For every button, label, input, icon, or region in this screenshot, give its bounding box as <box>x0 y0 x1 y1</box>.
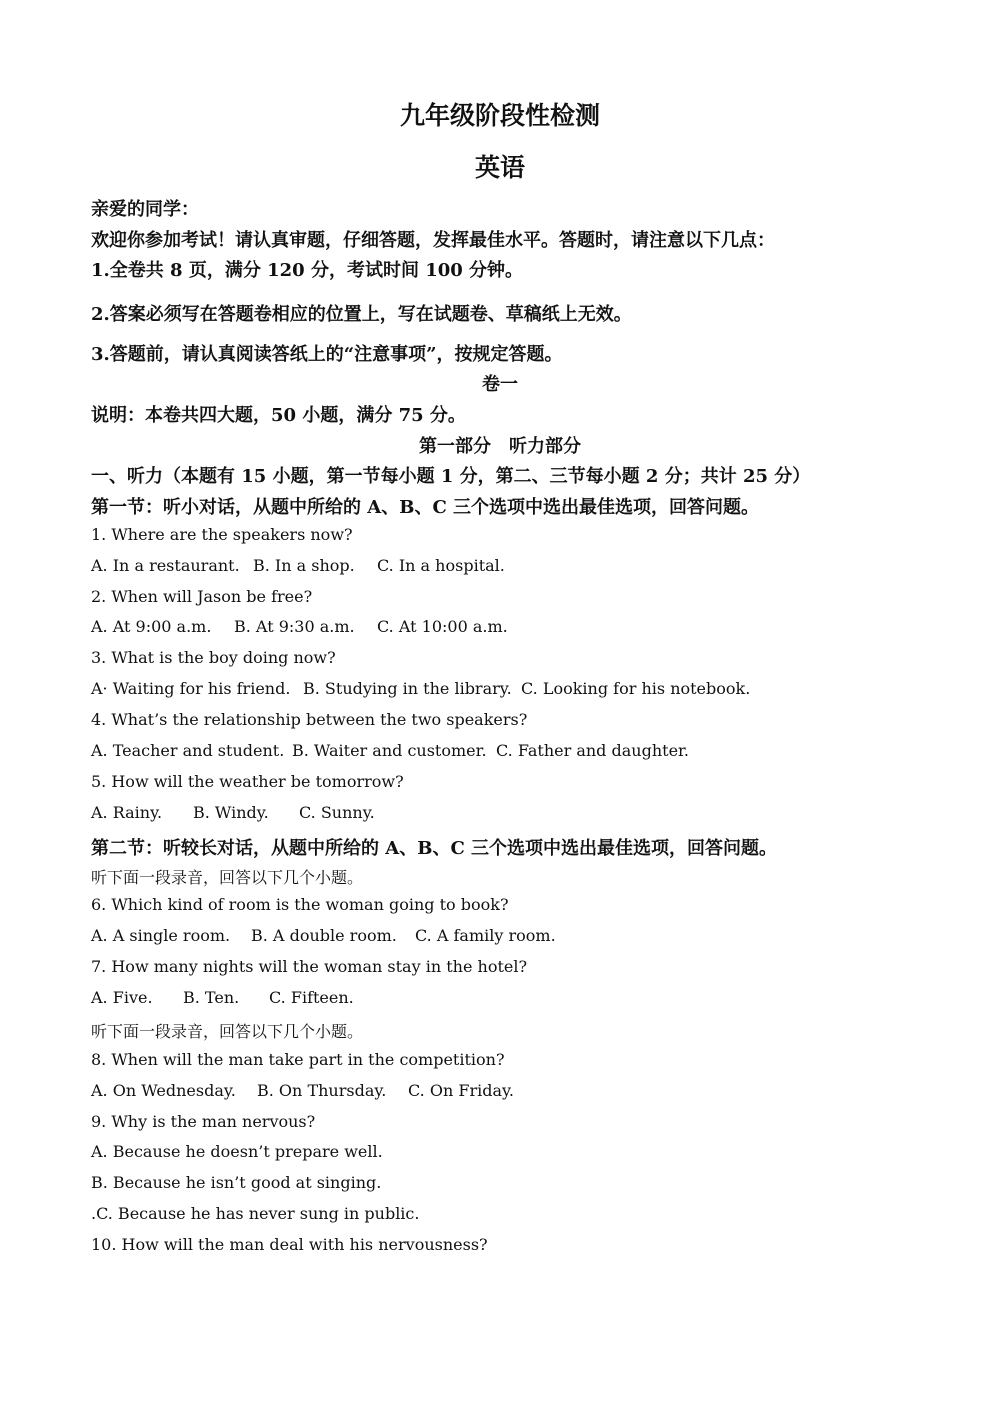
question-9: 9. Why is the man nervous? <box>91 1112 316 1131</box>
question-2-options <box>91 617 508 636</box>
option-a: A. Five. <box>91 988 153 1007</box>
exam-subject: 英语 <box>474 153 525 182</box>
option-b: B. Studying in the library. <box>303 679 512 698</box>
question-5-options <box>91 803 375 822</box>
option-b: B. Waiter and customer. <box>292 741 487 760</box>
question-7-options <box>91 988 354 1007</box>
question-9-option-a: A. Because he doesn’t prepare well. <box>91 1142 383 1161</box>
section-1-heading: 第一节：听小对话，从题中所给的 A、B、C 三个选项中选出最佳选项，回答问题。 <box>91 497 760 518</box>
option-a: A. Teacher and student. <box>91 741 285 760</box>
question-1: 1. Where are the speakers now? <box>91 525 353 544</box>
option-b: B. Windy. <box>193 803 269 822</box>
listening-heading: 一、听力（本题有 15 小题，第一节每小题 1 分，第二、三节每小题 2 分；共计 25 分） <box>91 466 811 487</box>
option-c: C. On Friday. <box>408 1081 514 1100</box>
option-b: B. Ten. <box>183 988 240 1007</box>
option-c: C. In a hospital. <box>377 556 505 575</box>
question-6: 6. Which kind of room is the woman going to book? <box>91 895 509 914</box>
welcome-line: 欢迎你参加考试！请认真审题，仔细答题，发挥最佳水平。答题时，请注意以下几点： <box>91 230 775 251</box>
option-b: B. On Thursday. <box>257 1081 387 1100</box>
option-a: A. At 9:00 a.m. <box>91 617 212 636</box>
volume-explanation: 说明：本卷共四大题，50 小题，满分 75 分。 <box>91 405 466 426</box>
question-3: 3. What is the boy doing now? <box>91 648 336 667</box>
option-c: C. A family room. <box>415 926 556 945</box>
exam-title: 九年级阶段性检测 <box>399 101 600 130</box>
part-1-title: 第一部分 听力部分 <box>419 436 581 457</box>
option-c: C. Sunny. <box>299 803 375 822</box>
greeting: 亲爱的同学： <box>91 199 199 220</box>
option-a: A. A single room. <box>91 926 231 945</box>
option-b: B. In a shop. <box>253 556 355 575</box>
option-b: B. At 9:30 a.m. <box>234 617 355 636</box>
question-4: 4. What’s the relationship between the two speakers? <box>91 710 528 729</box>
option-c: C. Father and daughter. <box>496 741 690 760</box>
question-8-options <box>91 1081 514 1100</box>
question-7: 7. How many nights will the woman stay in the hotel? <box>91 957 528 976</box>
question-3-options <box>91 679 750 698</box>
listen-note-2: 听下面一段录音，回答以下几个小题。 <box>91 1022 364 1041</box>
option-a: A. In a restaurant. <box>91 556 240 575</box>
note-2: 2.答案必须写在答题卷相应的位置上，写在试题卷、草稿纸上无效。 <box>91 304 632 325</box>
question-9-option-c: .C. Because he has never sung in public. <box>91 1204 420 1223</box>
option-c: C. Fifteen. <box>269 988 354 1007</box>
question-10: 10. How will the man deal with his nervousness? <box>91 1235 488 1254</box>
note-3: 3.答题前，请认真阅读答纸上的“注意事项”，按规定答题。 <box>91 344 563 365</box>
option-a: A· Waiting for his friend. <box>91 679 291 698</box>
option-a: A. On Wednesday. <box>91 1081 236 1100</box>
option-b: B. A double room. <box>251 926 397 945</box>
note-1: 1.全卷共 8 页，满分 120 分，考试时间 100 分钟。 <box>91 260 524 281</box>
option-a: A. Rainy. <box>91 803 163 822</box>
listen-note-1: 听下面一段录音，回答以下几个小题。 <box>91 868 364 887</box>
question-8: 8. When will the man take part in the competition? <box>91 1050 505 1069</box>
question-9-option-b: B. Because he isn’t good at singing. <box>91 1173 382 1192</box>
question-5: 5. How will the weather be tomorrow? <box>91 772 404 791</box>
volume-title: 卷一 <box>482 374 518 395</box>
section-2-heading: 第二节：听较长对话，从题中所给的 A、B、C 三个选项中选出最佳选项，回答问题。 <box>91 838 778 859</box>
question-1-options <box>91 556 505 575</box>
question-2: 2. When will Jason be free? <box>91 587 313 606</box>
option-c: C. Looking for his notebook. <box>521 679 751 698</box>
question-6-options <box>91 926 556 945</box>
question-4-options <box>91 741 689 760</box>
option-c: C. At 10:00 a.m. <box>377 617 508 636</box>
